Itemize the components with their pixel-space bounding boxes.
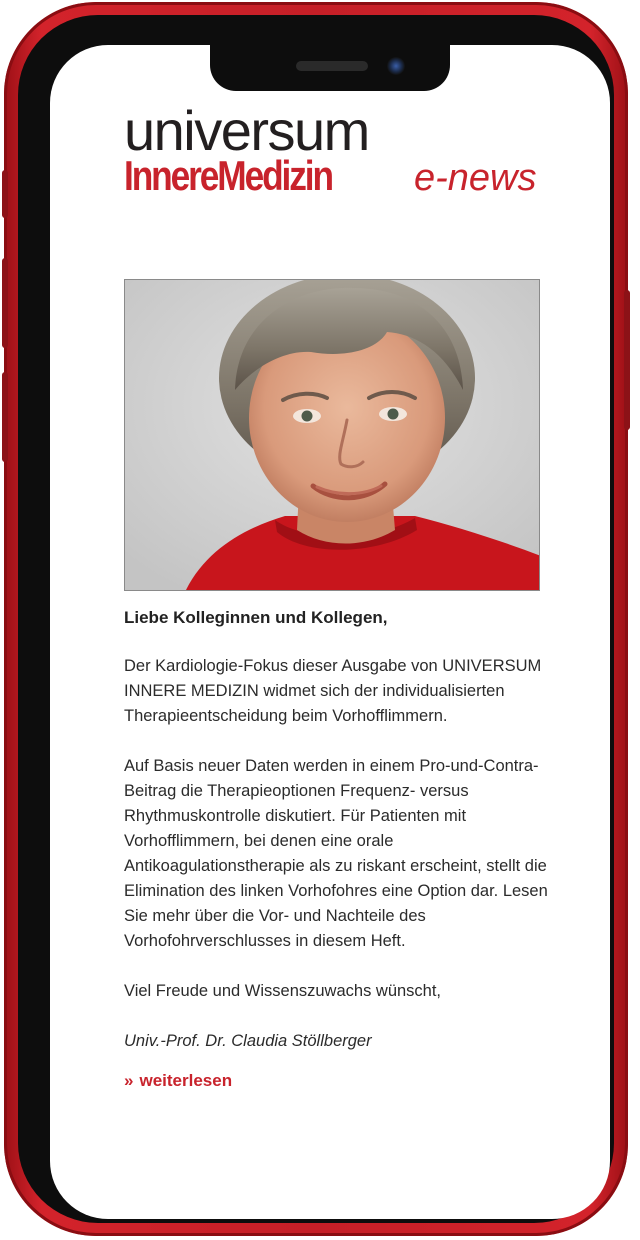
greeting: Liebe Kolleginnen und Kollegen,	[124, 608, 388, 627]
notch	[210, 45, 450, 91]
side-button-left-1	[2, 170, 8, 218]
side-button-right	[624, 290, 630, 430]
paragraph-details: Auf Basis neuer Daten werden in einem Pro-und-Contra-Beitrag die Therapieoptionen Frequenz- versus Rhythmuskontrolle diskutiert. Für Patienten mit Vorhofflimmern, bei denen eine orale Antikoagulationstherapie als zu riskant erscheint, stellt die Elimination des linken Vorhofohres eine Option dar. Lesen Sie mehr über die Vor- und Nachteile des Vorhofohrverschlusses in diesem Heft.	[124, 757, 548, 950]
logo-enews: e-news	[414, 157, 537, 199]
signature: Univ.-Prof. Dr. Claudia Stöllberger	[124, 1032, 372, 1050]
logo-innere-medizin: InnereMedizin	[124, 152, 332, 199]
closing-line: Viel Freude und Wissenszuwachs wünscht,	[124, 982, 442, 1000]
phone-screen	[50, 45, 610, 1219]
side-button-left-3	[2, 372, 8, 462]
double-chevron-icon: »	[124, 1071, 134, 1090]
logo-universum: universum	[124, 99, 369, 162]
portrait-illustration	[125, 280, 540, 591]
author-photo	[124, 279, 540, 591]
front-camera	[387, 57, 405, 75]
paragraph-intro: Der Kardiologie-Fokus dieser Ausgabe von UNIVERSUM INNERE MEDIZIN widmet sich der individualisierten Therapieentscheidung beim Vorhofflimmern.	[124, 657, 542, 725]
read-more-link[interactable]	[124, 1068, 232, 1093]
read-more-label: weiterlesen	[139, 1071, 233, 1090]
speaker-grille	[296, 61, 368, 71]
phone-bezel	[18, 15, 614, 1223]
side-button-left-2	[2, 258, 8, 348]
newsletter-logo	[124, 99, 554, 203]
article-body	[124, 605, 554, 1094]
phone-frame	[4, 2, 628, 1236]
